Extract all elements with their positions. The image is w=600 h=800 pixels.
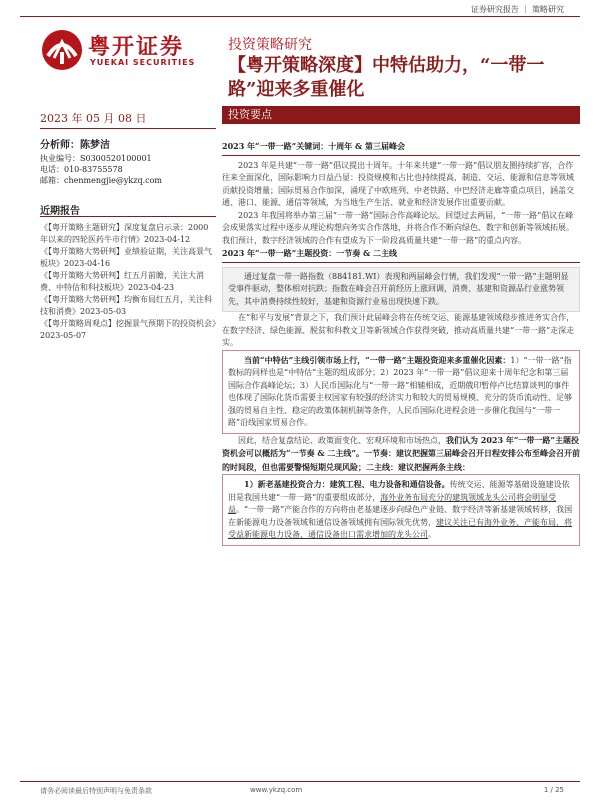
analyst-phone: 电话：010-83755578 — [40, 165, 123, 174]
analyst-info — [40, 140, 216, 186]
logo-icon — [40, 28, 84, 72]
subheading-keywords: 2023 年“一带一路”关键词：十周年 & 第三届峰会 — [222, 140, 580, 156]
recent-report-item[interactable]: 《【粤开策略周观点】挖掘景气预期下的投资机会》2023-05-07 — [40, 319, 216, 340]
mainline-1-text-a: 传统交运、能源等基础设施建设依旧是我国共建“一带一路”的重要组成部分， — [228, 480, 570, 502]
logo-en-text: YUEKAI SECURITIES — [90, 58, 196, 67]
footer-divider — [20, 781, 580, 782]
paragraph-mainline-1 — [222, 474, 580, 546]
recent-reports-list — [40, 222, 216, 342]
catalysts-lead: 当前“中特估”主线引领市场上行，“一带一路”主题投资迎来多重催化因素： — [244, 354, 511, 365]
conclusion-view: 我们认为 2023 年“一带一路”主题投资机会可以概括为“一节奏 & 二主线”。一节奏：建议把握第三届峰会召开日程安排公布至峰会召开前的时间段，但也需要警惕短期兑现风险；二主线：建议把握两条主线： — [222, 434, 580, 472]
recent-report-item[interactable]: 《【粤开策略主题研究】深度复盘启示录：2000 年以来的四轮医药牛市行情》2023-04-12 — [40, 223, 209, 244]
analyst-name: 分析师：陈梦洁 — [40, 140, 110, 151]
paragraph-forum: 2023 年我国将举办第三届“一带一路”国际合作高峰论坛。回望过去两届，“一带一路”倡议在峰会成果落实过程中逐步从理论构想向务实合作落地，并将合作不断向绿色、数字和创新等领域拓展。我们预计，数字经济领域的合作有望成为下一阶段高质量共建“一带一路”的重点内容。 — [222, 210, 574, 245]
report-date: 2023 年 05 月 08 日 — [40, 112, 147, 125]
analyst-email: 邮箱：chenmengjie@ykzq.com — [40, 176, 163, 185]
main-content — [222, 140, 580, 546]
recent-report-item[interactable]: 《【粤开策略大势研判】红五月前瞻，关注大消费、中特估和科技板块》2023-04-23 — [40, 271, 204, 292]
footer-page-number: 1 / 25 — [543, 786, 564, 794]
subheading-investment: 2023 年“一带一路”主题投资：一节奏 & 二主线 — [222, 247, 580, 263]
report-category: 投资策略研究 — [228, 37, 312, 53]
mainline-1-highlight-1: 海外业务布局充分的建筑领域龙头公司将会明显受益 — [228, 492, 557, 514]
analyst-license: 执业编号：S0300520100001 — [40, 154, 152, 163]
mainline-1-title: 1）新老基建投资合力：建筑工程、电力设备和通信设备。 — [244, 479, 450, 489]
paragraph-peace: 在“和平与发展”背景之下，我们预计此届峰会将在传统交运、能源基建领域稳步推进务实合作，在数字经济、绿色能源、脱贫和科教文卫等新领域合作获得突破，推动高质量共建“一带一路”走深走实。 — [222, 313, 575, 347]
footer-disclaimer: 请务必阅读最后特别声明与免责条款 — [40, 787, 152, 795]
catalysts-detail: 1）“一带一路”指数标的同样也是“中特估”主题的组成部分；2）2023 年“一带一路”倡议迎来十周年纪念和第三届国际合作高峰论坛；3）人民币国际化与“一带一路”相辅相成，近期俄印暂停卢比结算谈判的事件也体现了国际化货币需要主权国家有较强的经济实力和较大的贸易规模、充分的货币流动性、足够强的贸易自主性、稳定的政策体制机制等条件，人民币国际化进程会进一步催化我国与“一带一路”沿线国家贸易合作。 — [228, 355, 572, 427]
report-type-tag: 证券研究报告 ｜ 策略研究 — [470, 5, 564, 14]
top-bar — [0, 0, 600, 18]
logo-cn-text: 粤开证券 — [88, 35, 185, 60]
recent-report-item[interactable]: 《【粤开策略大势研判】业绩验证期，关注高景气板块》2023-04-16 — [40, 247, 212, 268]
footer-website[interactable]: www.ykzq.com — [250, 786, 303, 794]
section-header: 投资要点 — [222, 106, 580, 124]
paragraph-review: 通过复盘一带一路指数（884181.WI）表现和两届峰会行情，我们发现“一带一路”主题明显受事件驱动，整体相对抗跌；指数在峰会召开前经历上涨回调，消费、基建和资源品行业涨势领先，其中消费持续性较好，基建和资源行业易出现快速下跌。 — [222, 267, 580, 313]
paragraph-catalysts — [222, 350, 580, 434]
mainline-1-text-c: 。 — [428, 530, 436, 539]
conclusion-lead: 因此，结合复盘结论、政策面变化、宏观环境和市场热点， — [238, 435, 446, 445]
paragraph-anniversary: 2023 年是共建“一带一路”倡议提出十周年。十年来共建“一带一路”倡议朋友圈持续扩容，合作往来全面深化，国际影响力日益凸显：投资规模和占比也持续提高，制造、交运、能源和信息等领域贡献投资增量；国际贸易合作加深，涌现了中欧班列、中老铁路、中巴经济走廊等重点项目，涵盖交通、港口、能源、通信等领域，为当地生产生活、就业和经济发展作出重要贡献。 — [222, 160, 574, 207]
top-divider — [20, 16, 580, 17]
recent-report-item[interactable]: 《【粤开策略大势研判】均衡布局红五月，关注科技和消费》2023-05-03 — [40, 295, 212, 316]
recent-reports-title: 近期报告 — [40, 206, 80, 217]
mainline-1-highlight-2: 建议关注已有海外业务、产能布局，将受益新能源电力设备、通信设备出口需求增加的龙头公司 — [228, 517, 572, 539]
mainline-1-text-b: 。“一带一路”产能合作的方向将由老基建逐步向绿色产业链、数字经济等新基建领域转移，我国在新能源电力设备领域和通信设备领域拥有国际领先优势， — [228, 505, 573, 527]
left-divider — [40, 128, 216, 129]
paragraph-conclusion — [222, 434, 580, 475]
company-logo — [40, 28, 215, 72]
recent-reports-divider — [40, 216, 216, 217]
report-title: 【粤开策略深度】中特估助力，“一带一路”迎来多重催化 — [228, 55, 545, 100]
